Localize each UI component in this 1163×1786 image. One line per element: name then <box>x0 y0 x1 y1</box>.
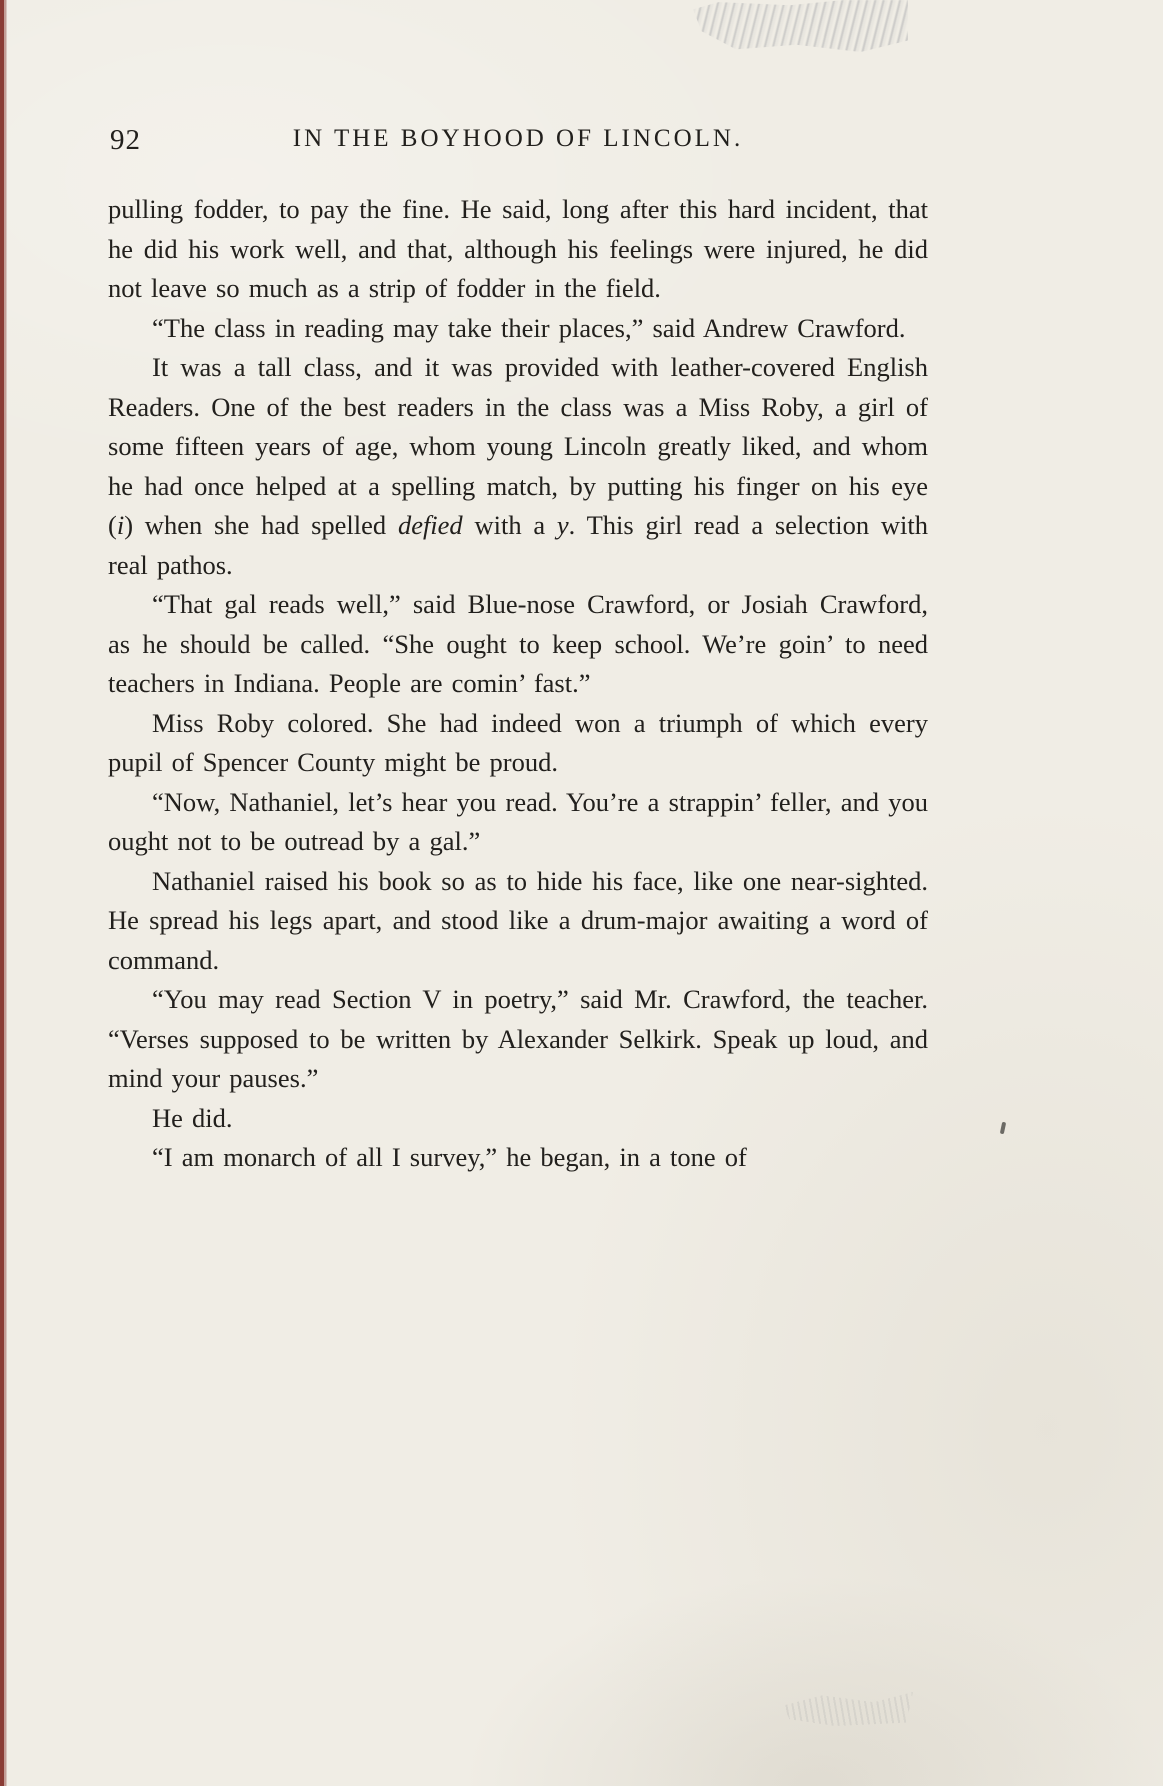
paragraph <box>108 783 928 862</box>
paragraph <box>108 1138 928 1178</box>
page-body <box>108 190 928 1178</box>
text-segment: He did. <box>152 1102 233 1133</box>
italic-text: y <box>556 510 569 540</box>
running-head <box>108 118 928 164</box>
paragraph <box>108 585 928 704</box>
paragraph <box>108 704 928 783</box>
text-segment: . This girl read a selection with real pathos. <box>108 510 929 580</box>
text-segment: with a <box>462 510 557 540</box>
paragraph <box>108 1099 928 1139</box>
italic-text: defied <box>397 510 463 540</box>
text-segment: Nathaniel raised his book so as to hide his face, like one near-sighted. He spread his legs apart, and stood like a drum-major awaiting a word of command. <box>108 865 928 975</box>
text-segment: ) when she had spelled <box>124 510 398 540</box>
text-segment: “You may read Section V in poetry,” said Mr. Crawford, the teacher. “Verses supposed to be written by Alexander Selkirk. Speak up loud, and mind your pauses.” <box>108 984 928 1093</box>
italic-text: i <box>116 510 125 540</box>
text-segment: Miss Roby colored. She had indeed won a triumph of which every pupil of Spencer County might be proud. <box>108 707 928 777</box>
text-segment: “Now, Nathaniel, let’s hear you read. You’re a strappin’ feller, and you ought not to be outread by a gal.” <box>108 786 928 856</box>
text-segment: pulling fodder, to pay the fine. He said, long after this hard incident, that he did his work well, and that, although his feelings were injured, he did not leave so much as a strip of fodder in the field. <box>108 194 928 303</box>
paragraph <box>108 309 928 349</box>
paragraph <box>108 348 928 585</box>
text-segment: “That gal reads well,” said Blue-nose Crawford, or Josiah Crawford, as he should be called. “She ought to keep school. We’re goin’ to need teachers in Indiana. People are comin’ fast.” <box>108 589 928 698</box>
paragraph <box>108 980 928 1099</box>
scan-smudge-bottom-right <box>783 1692 913 1726</box>
paragraph <box>108 190 928 309</box>
paragraph <box>108 862 928 981</box>
text-segment: “I am monarch of all I survey,” he began, in a tone of <box>152 1142 747 1172</box>
running-head-title: IN THE BOYHOOD OF LINCOLN. <box>292 125 744 152</box>
text-segment: “The class in reading may take their places,” said Andrew Crawford. <box>152 312 906 343</box>
text-segment: It was a tall class, and it was provided with leather-covered English Readers. One of the best readers in the class was a Miss Roby, a girl of some fifteen years of age, whom young Lincoln greatly liked, and whom he had once helped at a spelling match, by putting his finger on his eye ( <box>108 352 928 540</box>
page-number: 92 <box>110 124 141 156</box>
